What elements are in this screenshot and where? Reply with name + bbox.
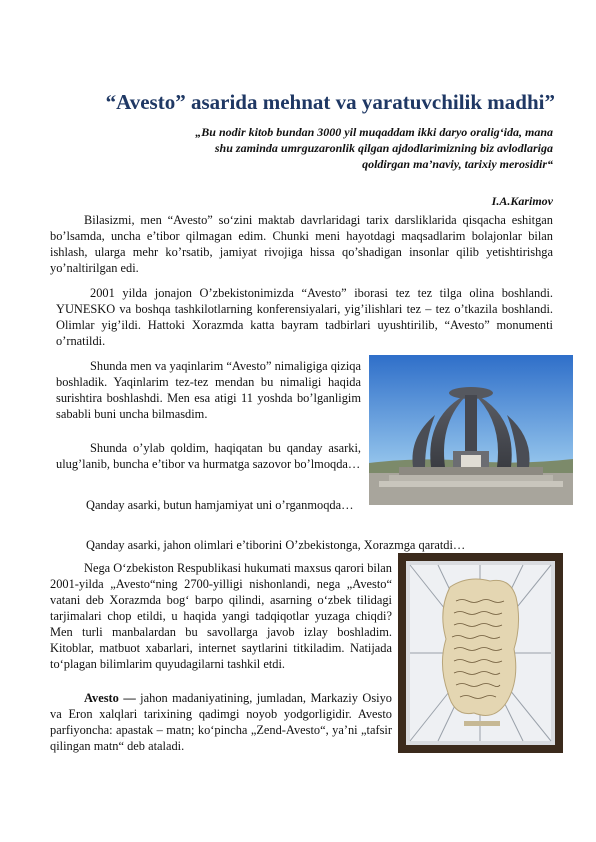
paragraph-1: Bilasizmi, men “Avesto” so‘zini maktab davrlaridagi tarix darsliklarida qisqacha eshitgan bo’lsamda, uncha e’tibor qilmagan edim. Chunki meni hayotdagi maqsadlarim bolajonlar bilan ishlash, ularga mehr ko’rsatib, jamiyat rivojiga hissa qo’shadigan insonlar qilib yetishtirishga yo’naltirilgan edi. — [50, 213, 553, 275]
paragraph-6: Qanday asarki, jahon olimlari e’tiborini O’zbekistonga, Xorazmga qaratdi… — [86, 538, 466, 552]
avesto-monument-photo — [369, 355, 573, 505]
avesto-term: Avesto — — [84, 691, 136, 705]
paragraph-3: Shunda men va yaqinlarim “Avesto” nimaligiga qiziqa boshladik. Yaqinlarim tez-tez mendan bu nimaligi haqida surishtira boshlashdi. Men esa atigi 11 yoshda bo’lganligim sababli buni uncha bilmasdim. — [56, 359, 361, 421]
epigraph-author: I.A.Karimov — [491, 194, 553, 208]
page-title: “Avesto” asarida mehnat va yaratuvchilik madhi” — [105, 90, 555, 114]
paragraph-2: 2001 yilda jonajon O’zbekistonimizda “Avesto” iborasi tez tez tilga olina boshlandi. YUNESKO va boshqa tashkilotlarning konferensiyalari, yig’ilishlari tez – tez o’tkazila boshlandi. Olimlar yig’ildi. Hattoki Xorazmda katta bayram tadbirlari uyushtirilib, “Avesto” monumenti o’rnatildi. — [56, 286, 553, 348]
epigraph-quote: „Bu nodir kitob bundan 3000 yil muqaddam ikki daryo oralig‘ida, mana shu zaminda umrguzaronlik qilgan ajdodlarimizning biz avlodlariga qoldirgan ma’naviy, tarixiy merosidir“ — [195, 125, 553, 171]
paragraph-8 — [50, 690, 392, 754]
manuscript-image — [398, 553, 563, 753]
avesto-definition: jahon madaniyatining, jumladan, Markaziy Osiyo va Eron xalqlari tarixining qadimgi noyob yodgorligidir. Avesto parfiyoncha: apastak – matn; ko‘pincha „Zend-Avesto“, ya’ni „tafsir qilingan matn“ deb ataladi. — [50, 691, 392, 753]
paragraph-7: Nega O‘zbekiston Respublikasi hukumati maxsus qarori bilan 2001-yilda „Avesto“ning 2700-yilligi nishonlandi, nega „Avesto“ vatani deb Xorazmda bog‘ barpo qilindi, asarning o‘zbek tilidagi tarjimalari chop etildi, u haqida yangi tadqiqotlar yuzaga chiqdi?Men turli manbalardan bu savollarga javob izlay boshladim. Kitoblar, matbuot xabarlari, internet saytlarini titkiladim. Natijada to‘plagan bilimlarim quyudagilarni tashkil etdi. — [50, 561, 392, 671]
framed-manuscript-photo — [398, 553, 563, 753]
monument-image — [369, 355, 573, 505]
paragraph-4: Shunda o’ylab qoldim, haqiqatan bu qanday asarki, ulug’lanib, buncha e’tibor va hurmatga sazovor bo’lmoqda… — [56, 441, 361, 471]
paragraph-5: Qanday asarki, butun hamjamiyat uni o’rganmoqda… — [86, 498, 354, 512]
